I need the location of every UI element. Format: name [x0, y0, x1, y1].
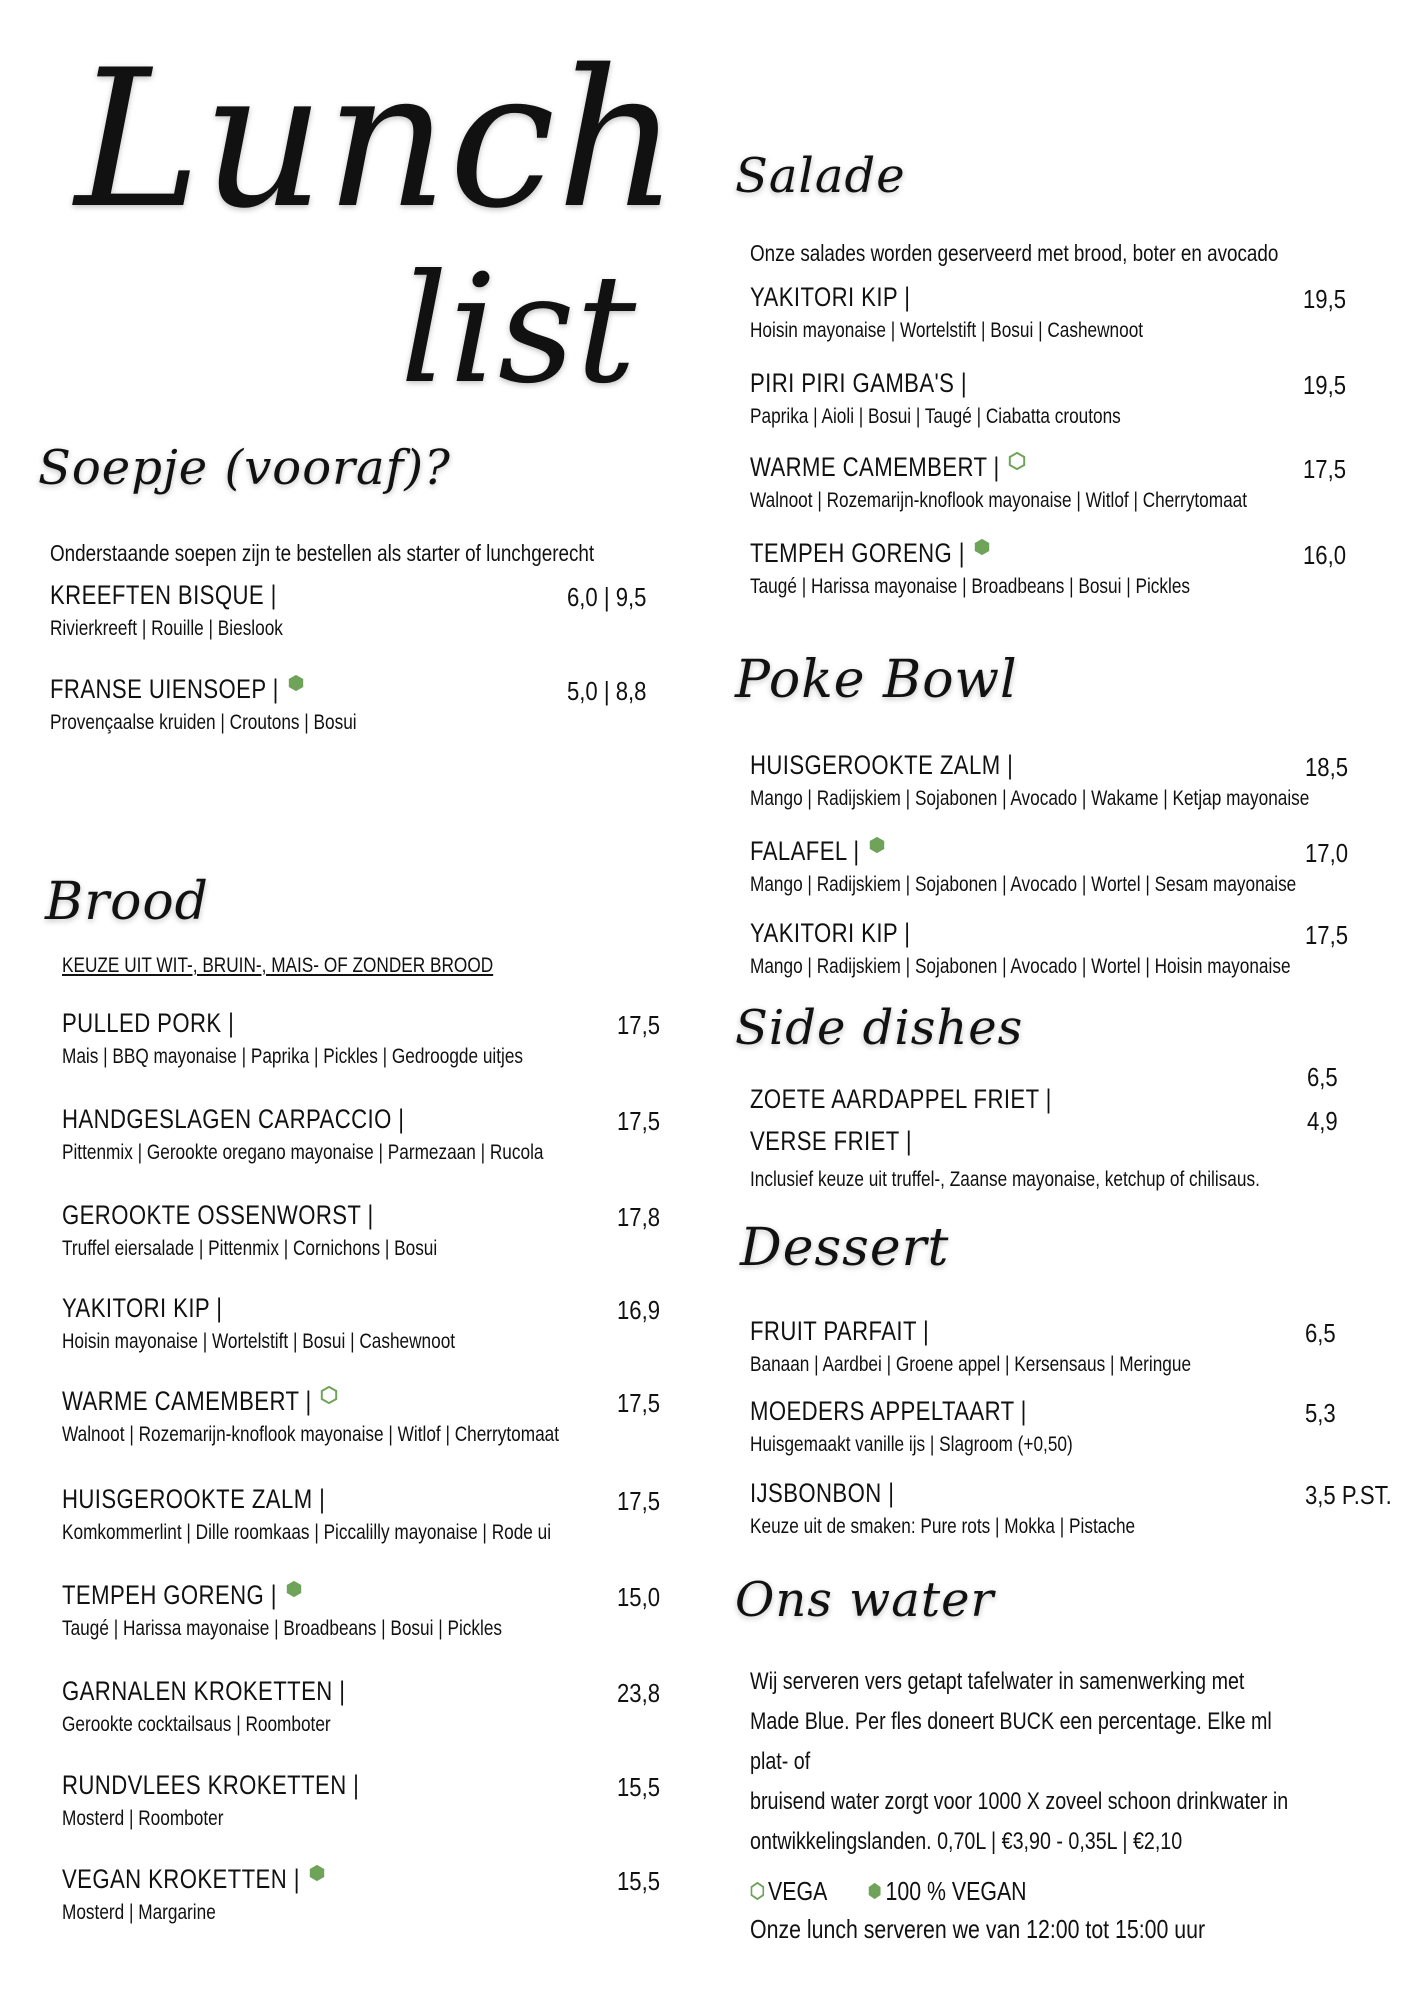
- diet-mark: [281, 676, 305, 694]
- menu-item-price: 17,0: [1305, 838, 1349, 868]
- salad-heading: Salade: [735, 148, 906, 204]
- menu-item-name: FALAFEL |: [750, 836, 860, 866]
- vegan-hexagon-icon: [973, 538, 991, 556]
- menu-item-name: FRUIT PARFAIT |: [750, 1316, 930, 1346]
- menu-item-description: Hoisin mayonaise | Wortelstift | Bosui | Cashewnoot: [62, 1330, 456, 1353]
- menu-item-description: Hoisin mayonaise | Wortelstift | Bosui | Cashewnoot: [750, 319, 1144, 342]
- menu-item-name: GEROOKTE OSSENWORST |: [62, 1200, 374, 1230]
- menu-item-description: Taugé | Harissa mayonaise | Broadbeans | Bosui | Pickles: [750, 575, 1191, 598]
- bread-heading: Brood: [45, 872, 209, 932]
- menu-item-name: YAKITORI KIP |: [750, 282, 911, 312]
- vega-hexagon-icon: [320, 1386, 338, 1404]
- menu-item: [62, 1580, 702, 1641]
- menu-item: [750, 282, 1390, 343]
- menu-item-description: Keuze uit de smaken: Pure rots | Mokka | Pistache: [750, 1515, 1136, 1538]
- menu-item-name: GARNALEN KROKETTEN |: [62, 1676, 346, 1706]
- menu-item-name: HUISGEROOKTE ZALM |: [750, 750, 1014, 780]
- menu-item-price: 17,5: [617, 1010, 661, 1040]
- diet-mark: [862, 838, 886, 856]
- diet-mark: [967, 540, 991, 558]
- poke-heading: Poke Bowl: [735, 650, 1018, 710]
- footer-hours: Onze lunch serveren we van 12:00 tot 15:00 uur: [750, 1914, 1206, 1944]
- menu-item: [62, 1484, 702, 1545]
- menu-item-name: TEMPEH GORENG |: [750, 538, 965, 568]
- menu-item: [62, 1104, 702, 1165]
- menu-item: [62, 1864, 702, 1925]
- menu-item-price: 15,5: [617, 1866, 661, 1896]
- menu-item-description: Taugé | Harissa mayonaise | Broadbeans | Bosui | Pickles: [62, 1617, 503, 1640]
- menu-item: [62, 1008, 702, 1069]
- menu-item-price: 15,0: [617, 1582, 661, 1612]
- water-line: bruisend water zorgt voor 1000 X zoveel schoon drinkwater in: [750, 1788, 1289, 1815]
- menu-item: [750, 368, 1390, 429]
- menu-item-name: VEGAN KROKETTEN |: [62, 1864, 300, 1894]
- menu-item-description: Truffel eiersalade | Pittenmix | Cornichons | Bosui: [62, 1237, 438, 1260]
- menu-item-description: Mango | Radijskiem | Sojabonen | Avocado | Wortel | Sesam mayonaise: [750, 873, 1297, 896]
- menu-item-name: YAKITORI KIP |: [62, 1293, 223, 1323]
- menu-item-price: 15,5: [617, 1772, 661, 1802]
- dessert-heading: Dessert: [740, 1218, 950, 1278]
- menu-item-name: FRANSE UIENSOEP |: [50, 674, 279, 704]
- side-item-name: VERSE FRIET |: [750, 1126, 913, 1156]
- side-item-price: 6,5: [1307, 1062, 1338, 1092]
- menu-item-price: 17,5: [1303, 454, 1347, 484]
- menu-item-description: Provençaalse kruiden | Croutons | Bosui: [50, 711, 357, 734]
- menu-item-name: TEMPEH GORENG |: [62, 1580, 277, 1610]
- menu-item-description: Mango | Radijskiem | Sojabonen | Avocado | Wortel | Hoisin mayonaise: [750, 955, 1291, 978]
- menu-item-price: 5,0 | 8,8: [567, 676, 647, 706]
- side-item-1: [750, 1126, 1390, 1157]
- side-item-name: ZOETE AARDAPPEL FRIET |: [750, 1084, 1052, 1114]
- menu-item-description: Banaan | Aardbei | Groene appel | Kersensaus | Meringue: [750, 1353, 1192, 1376]
- water-line: ontwikkelingslanden. 0,70L | €3,90 - 0,35L | €2,10: [750, 1828, 1183, 1855]
- vegan-hexagon-icon: [308, 1864, 326, 1882]
- menu-item-price: 18,5: [1305, 752, 1349, 782]
- menu-item-description: Huisgemaakt vanille ijs | Slagroom (+0,50): [750, 1433, 1073, 1456]
- menu-item: [62, 1293, 702, 1354]
- vegan-hexagon-icon: [287, 674, 305, 692]
- menu-item: [750, 1396, 1390, 1457]
- menu-item-name: PULLED PORK |: [62, 1008, 235, 1038]
- menu-item-description: Komkommerlint | Dille roomkaas | Piccalilly mayonaise | Rode ui: [62, 1521, 552, 1544]
- menu-item: [750, 452, 1390, 513]
- title-list: list: [400, 243, 638, 417]
- menu-item-price: 3,5 P.ST.: [1305, 1480, 1392, 1510]
- menu-item-description: Mais | BBQ mayonaise | Paprika | Pickles | Gedroogde uitjes: [62, 1045, 524, 1068]
- menu-item: [750, 1316, 1390, 1377]
- menu-item-description: Mosterd | Margarine: [62, 1901, 216, 1924]
- menu-item-name: MOEDERS APPELTAART |: [750, 1396, 1027, 1426]
- menu-item-description: Mango | Radijskiem | Sojabonen | Avocado | Wakame | Ketjap mayonaise: [750, 787, 1310, 810]
- water-paragraph: [750, 1662, 1291, 1862]
- title-lunch: Lunch: [75, 29, 680, 250]
- menu-item-description: Pittenmix | Gerookte oregano mayonaise | Parmezaan | Rucola: [62, 1141, 544, 1164]
- menu-item: [750, 1478, 1390, 1539]
- diet-mark: [279, 1582, 303, 1600]
- diet-mark: [314, 1388, 338, 1406]
- menu-item-name: IJSBONBON |: [750, 1478, 895, 1508]
- menu-item-price: 16,9: [617, 1295, 661, 1325]
- menu-item-name: RUNDVLEES KROKETTEN |: [62, 1770, 360, 1800]
- menu-item-price: 17,5: [617, 1106, 661, 1136]
- menu-item-price: 5,3: [1305, 1398, 1336, 1428]
- diet-mark: [1002, 454, 1026, 472]
- menu-item-price: 17,5: [1305, 920, 1349, 950]
- sides-note: Inclusief keuze uit truffel-, Zaanse mayonaise, ketchup of chilisaus.: [750, 1168, 1260, 1191]
- vegan-hexagon-icon: [285, 1580, 303, 1598]
- menu-item-description: Rivierkreeft | Rouille | Bieslook: [50, 617, 283, 640]
- menu-item-price: 17,5: [617, 1486, 661, 1516]
- menu-item: [62, 1676, 702, 1737]
- menu-item-price: 6,0 | 9,5: [567, 582, 647, 612]
- menu-item-price: 17,5: [617, 1388, 661, 1418]
- menu-item: [62, 1386, 702, 1447]
- menu-item-description: Walnoot | Rozemarijn-knoflook mayonaise | Witlof | Cherrytomaat: [750, 489, 1248, 512]
- menu-item-name: WARME CAMEMBERT |: [62, 1386, 312, 1416]
- water-line: Wij serveren vers getapt tafelwater in samenwerking met: [750, 1668, 1245, 1695]
- menu-item-price: 6,5: [1305, 1318, 1336, 1348]
- legend: [750, 1876, 1027, 1907]
- menu-item-price: 19,5: [1303, 370, 1347, 400]
- menu-item-name: PIRI PIRI GAMBA'S |: [750, 368, 968, 398]
- menu-item: [62, 1200, 702, 1261]
- menu-item-price: 23,8: [617, 1678, 661, 1708]
- menu-item: [750, 750, 1390, 811]
- menu-item-description: Gerookte cocktailsaus | Roomboter: [62, 1713, 331, 1736]
- menu-item-name: HUISGEROOKTE ZALM |: [62, 1484, 326, 1514]
- menu-item-name: KREEFTEN BISQUE |: [50, 580, 277, 610]
- menu-item-price: 17,8: [617, 1202, 661, 1232]
- side-item-0: [750, 1084, 1390, 1115]
- side-item-price: 4,9: [1307, 1106, 1338, 1136]
- menu-item: [750, 918, 1390, 979]
- vegan-hexagon-icon: [868, 1882, 883, 1900]
- menu-item: [750, 538, 1390, 599]
- vegan-hexagon-icon: [868, 836, 886, 854]
- soup-intro: Onderstaande soepen zijn te bestellen als starter of lunchgerecht: [50, 540, 595, 566]
- menu-item-description: Mosterd | Roomboter: [62, 1807, 224, 1830]
- water-heading: Ons water: [735, 1572, 995, 1628]
- menu-item: [750, 836, 1390, 897]
- menu-item-price: 19,5: [1303, 284, 1347, 314]
- menu-item-description: Walnoot | Rozemarijn-knoflook mayonaise | Witlof | Cherrytomaat: [62, 1423, 560, 1446]
- menu-item-name: WARME CAMEMBERT |: [750, 452, 1000, 482]
- water-line: Made Blue. Per fles doneert BUCK een percentage. Elke ml plat- of: [750, 1708, 1272, 1775]
- vega-hexagon-icon: [1008, 452, 1026, 470]
- soup-heading: Soepje (vooraf)?: [38, 440, 451, 496]
- menu-item: [62, 1770, 702, 1831]
- diet-mark: [302, 1866, 326, 1884]
- menu-item-name: YAKITORI KIP |: [750, 918, 911, 948]
- menu-item-description: Paprika | Aioli | Bosui | Taugé | Ciabatta croutons: [750, 405, 1121, 428]
- menu-item-name: HANDGESLAGEN CARPACCIO |: [62, 1104, 405, 1134]
- menu-item-price: 16,0: [1303, 540, 1347, 570]
- salad-intro: Onze salades worden geserveerd met brood, boter en avocado: [750, 240, 1279, 266]
- sides-heading: Side dishes: [735, 1000, 1024, 1056]
- vega-hexagon-icon: [750, 1882, 765, 1900]
- legend-vega: VEGA: [768, 1876, 827, 1906]
- legend-vegan: 100 % VEGAN: [885, 1876, 1027, 1906]
- bread-subtitle: KEUZE UIT WIT-, BRUIN-, MAIS- OF ZONDER BROOD: [62, 954, 494, 977]
